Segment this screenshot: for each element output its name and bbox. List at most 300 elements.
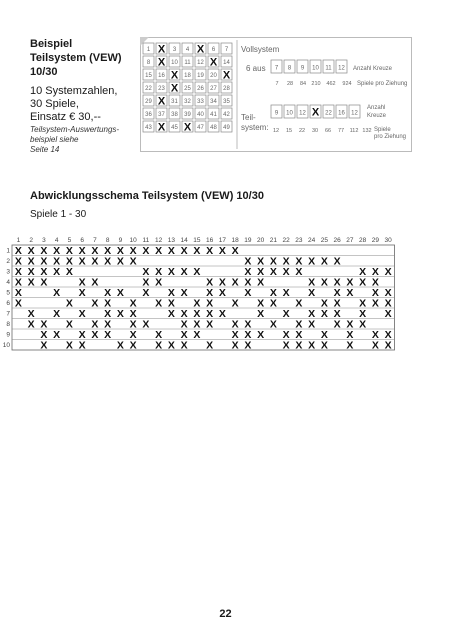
cross-mark: X <box>167 245 175 257</box>
cross-mark: X <box>193 266 201 278</box>
cross-mark: X <box>244 339 252 352</box>
cross-mark: X <box>384 308 392 320</box>
cross-mark: X <box>167 266 175 278</box>
cross-mark: X <box>320 276 328 289</box>
example-note-line: Teilsystem-Auswertungs- <box>30 125 120 134</box>
row-label: 6 <box>6 300 10 307</box>
column-header: 10 <box>129 237 137 244</box>
teilsystem-label: Teil- <box>241 113 256 122</box>
cross-mark: X <box>155 339 163 352</box>
column-header: 22 <box>282 237 290 244</box>
vollsystem-box-number: 8 <box>287 65 292 72</box>
cross-mark: X <box>104 329 112 341</box>
ticket-number: 19 <box>197 73 204 79</box>
column-header: 14 <box>180 237 188 244</box>
cross-mark: X <box>333 287 341 299</box>
ticket-number: 37 <box>158 112 165 118</box>
teilsystem-box-number: 9 <box>274 110 279 117</box>
ticket-number: 42 <box>223 112 230 118</box>
cross-mark: X <box>40 276 48 289</box>
ticket-number: 43 <box>145 125 152 131</box>
ticket-number: 26 <box>197 86 204 92</box>
cross-mark: X <box>206 308 214 320</box>
ticket-number: 33 <box>197 99 204 105</box>
teilsystem-count: 30 <box>311 128 319 134</box>
example-note <box>30 125 140 155</box>
cross-mark: X <box>14 276 22 289</box>
example-param-line: 30 Spiele, <box>30 98 79 110</box>
teilsystem-count: 15 <box>285 128 293 134</box>
spiele-pro-ziehung-label: Spiele <box>374 127 391 133</box>
cross-mark: X <box>155 276 163 289</box>
ticket-cross-mark: X <box>209 56 218 69</box>
cross-mark: X <box>282 329 290 341</box>
cross-mark: X <box>231 297 239 310</box>
cross-mark: X <box>142 318 150 331</box>
cross-mark: X <box>53 329 61 341</box>
cross-mark: X <box>218 276 226 289</box>
column-header: 15 <box>193 237 201 244</box>
cross-mark: X <box>193 297 201 310</box>
cross-mark: X <box>308 339 316 352</box>
ticket-cross-mark: X <box>170 69 179 82</box>
ticket-number: 27 <box>210 86 217 92</box>
ticket-number: 14 <box>223 60 230 66</box>
ticket-number: 7 <box>224 47 229 53</box>
vollsystem-label: Vollsystem <box>241 45 280 54</box>
ticket-number: 32 <box>184 99 191 105</box>
cross-mark: X <box>78 329 86 341</box>
vollsystem-box-number: 12 <box>338 65 345 72</box>
cross-mark: X <box>333 276 341 289</box>
cross-mark: X <box>40 255 48 268</box>
vollsystem-box-number: 10 <box>312 65 319 72</box>
teilsystem-box-number: 12 <box>299 110 306 117</box>
example-parameters <box>30 85 140 124</box>
cross-mark: X <box>116 255 124 268</box>
cross-mark: X <box>384 297 392 310</box>
cross-mark: X <box>346 329 354 341</box>
example-note-line: beispiel siehe <box>30 135 79 144</box>
cross-mark: X <box>359 308 367 320</box>
cross-mark: X <box>269 318 277 331</box>
column-header: 19 <box>244 237 252 244</box>
example-title-line: Teilsystem (VEW) <box>30 52 122 64</box>
cross-mark: X <box>359 318 367 331</box>
cross-mark: X <box>27 318 35 331</box>
cross-mark: X <box>320 297 328 310</box>
column-header: 12 <box>155 237 163 244</box>
cross-mark: X <box>282 287 290 299</box>
aus-label: 6 aus <box>246 64 266 73</box>
column-header: 8 <box>105 237 110 244</box>
cross-mark: X <box>257 276 265 289</box>
cross-mark: X <box>282 308 290 320</box>
ticket-number: 25 <box>184 86 191 92</box>
cross-mark: X <box>320 329 328 341</box>
cross-mark: X <box>269 266 277 278</box>
teilsystem-count: 66 <box>324 128 332 134</box>
teilsystem-label: system: <box>241 123 269 132</box>
anzahl-kreuze-label: Anzahl <box>367 105 386 111</box>
teilsystem-box-number: 16 <box>338 110 345 117</box>
cross-mark: X <box>359 297 367 310</box>
cross-mark: X <box>14 287 22 299</box>
ticket-number: 48 <box>210 125 217 131</box>
teilsystem-count: 112 <box>349 128 359 134</box>
cross-mark: X <box>129 318 137 331</box>
ticket-number: 4 <box>185 47 190 53</box>
cross-mark: X <box>333 255 341 268</box>
cross-mark: X <box>65 266 73 278</box>
cross-mark: X <box>308 255 316 268</box>
cross-mark: X <box>65 245 73 257</box>
teilsystem-box-number: 12 <box>351 110 358 117</box>
ticket-number: 31 <box>171 99 178 105</box>
column-header: 21 <box>269 237 277 244</box>
cross-mark: X <box>384 329 392 341</box>
section-subtitle: Spiele 1 - 30 <box>30 209 87 220</box>
column-header: 2 <box>29 237 33 244</box>
cross-mark: X <box>91 255 99 268</box>
cross-mark: X <box>155 329 163 341</box>
cross-mark: X <box>295 266 303 278</box>
cross-mark: X <box>116 287 124 299</box>
column-header: 16 <box>206 237 214 244</box>
vollsystem-box-number: 11 <box>325 65 332 72</box>
ticket-number: 16 <box>158 73 165 79</box>
spiele-pro-ziehung-label: Spiele pro Ziehung <box>357 81 408 87</box>
cross-mark: X <box>282 255 290 268</box>
cross-mark: X <box>104 287 112 299</box>
row-label: 3 <box>6 268 10 276</box>
spiele-pro-ziehung-label: pro Ziehung <box>374 134 407 140</box>
cross-mark: X <box>27 245 35 257</box>
cross-mark: X <box>167 287 175 299</box>
cross-mark: X <box>269 297 277 310</box>
cross-mark: X <box>308 318 316 331</box>
vollsystem-count: 7 <box>275 81 279 87</box>
ticket-number: 8 <box>146 60 151 66</box>
ticket-number: 49 <box>223 125 230 131</box>
cross-mark: X <box>257 255 265 268</box>
ticket-number: 3 <box>172 47 177 53</box>
ticket-cross-mark: X <box>157 95 166 108</box>
ticket-cross-mark: X <box>183 121 192 134</box>
cross-mark: X <box>346 287 354 299</box>
column-header: 3 <box>42 237 46 244</box>
column-header: 1 <box>16 237 21 244</box>
ticket-cross-mark: X <box>157 56 166 69</box>
ticket-cross-mark: X <box>170 82 179 95</box>
cross-mark: X <box>40 329 48 341</box>
ticket-number: 36 <box>145 112 152 118</box>
cross-mark: X <box>295 339 303 352</box>
ticket-number: 18 <box>184 73 191 79</box>
cross-mark: X <box>384 339 392 352</box>
cross-mark: X <box>155 266 163 278</box>
cross-mark: X <box>180 318 188 331</box>
vollsystem-count: 924 <box>342 81 352 87</box>
cross-mark: X <box>104 318 112 331</box>
teilsystem-count: 132 <box>362 128 372 134</box>
example-note-line: Seite 14 <box>30 145 60 154</box>
cross-mark: X <box>116 339 124 352</box>
ticket-number: 15 <box>145 73 152 79</box>
cross-mark: X <box>282 266 290 278</box>
cross-mark: X <box>384 266 392 278</box>
column-header: 13 <box>167 237 175 244</box>
cross-mark: X <box>180 287 188 299</box>
cross-mark: X <box>104 255 112 268</box>
cross-mark: X <box>155 297 163 310</box>
row-label: 9 <box>6 331 10 339</box>
cross-mark: X <box>180 266 188 278</box>
cross-mark: X <box>78 287 86 299</box>
cross-mark: X <box>244 266 252 278</box>
ticket-number: 41 <box>210 112 217 118</box>
teilsystem-box-number: 22 <box>325 110 332 117</box>
cross-mark: X <box>282 339 290 352</box>
cross-mark: X <box>78 255 86 268</box>
cross-mark: X <box>193 308 201 320</box>
cross-mark: X <box>333 308 341 320</box>
cross-mark: X <box>167 339 175 352</box>
cross-mark: X <box>65 339 73 352</box>
example-param-line: Einsatz € 30,-- <box>30 111 101 123</box>
column-header: 20 <box>257 237 265 244</box>
cross-mark: X <box>129 308 137 320</box>
cross-mark: X <box>14 245 22 257</box>
cross-mark: X <box>91 297 99 310</box>
cross-mark: X <box>244 329 252 341</box>
cross-mark: X <box>206 276 214 289</box>
cross-mark: X <box>384 287 392 299</box>
cross-mark: X <box>244 276 252 289</box>
cross-mark: X <box>180 329 188 341</box>
cross-mark: X <box>40 245 48 257</box>
cross-mark: X <box>346 339 354 352</box>
row-label: 7 <box>6 310 10 318</box>
row-label: 10 <box>2 342 10 349</box>
vollsystem-box-number: 9 <box>300 65 305 72</box>
cross-mark: X <box>40 266 48 278</box>
cross-mark: X <box>53 287 61 299</box>
cross-mark: X <box>53 245 61 257</box>
cross-mark: X <box>295 297 303 310</box>
ticket-number: 6 <box>211 47 216 53</box>
cross-mark: X <box>104 308 112 320</box>
cross-mark: X <box>53 308 61 320</box>
ticket-number: 39 <box>184 112 191 118</box>
cross-mark: X <box>371 339 379 352</box>
cross-mark: X <box>129 329 137 341</box>
page-number: 22 <box>219 608 232 620</box>
cross-mark: X <box>180 339 188 352</box>
cross-mark: X <box>142 266 150 278</box>
teilsystem-count: 77 <box>337 128 345 134</box>
cross-mark: X <box>27 266 35 278</box>
cross-mark: X <box>142 245 150 257</box>
vollsystem-count: 210 <box>311 81 321 87</box>
cross-mark: X <box>295 329 303 341</box>
ticket-number: 1 <box>146 47 151 53</box>
ticket-number: 45 <box>171 125 178 131</box>
cross-mark: X <box>180 245 188 257</box>
cross-mark: X <box>167 308 175 320</box>
cross-mark: X <box>244 255 252 268</box>
cross-mark: X <box>206 318 214 331</box>
vollsystem-box-number: 7 <box>274 65 279 72</box>
cross-mark: X <box>295 318 303 331</box>
cross-mark: X <box>167 297 175 310</box>
ticket-number: 47 <box>197 125 204 131</box>
ticket-number: 40 <box>197 112 204 118</box>
cross-mark: X <box>14 255 22 268</box>
ticket-number: 12 <box>197 60 204 66</box>
cross-mark: X <box>257 308 265 320</box>
ticket-cross-mark: X <box>196 43 205 56</box>
cross-mark: X <box>346 276 354 289</box>
teilsystem-box-number: 10 <box>286 110 293 117</box>
cross-mark: X <box>206 297 214 310</box>
cross-mark: X <box>333 318 341 331</box>
column-header: 30 <box>384 237 392 244</box>
ticket-number: 35 <box>223 99 230 105</box>
cross-mark: X <box>257 329 265 341</box>
cross-mark: X <box>206 245 214 257</box>
cross-mark: X <box>308 287 316 299</box>
cross-mark: X <box>371 276 379 289</box>
cross-mark: X <box>27 308 35 320</box>
cross-mark: X <box>180 308 188 320</box>
column-header: 11 <box>142 237 150 244</box>
example-title-line: Beispiel <box>30 38 73 50</box>
ticket-cross-mark: X <box>157 121 166 134</box>
cross-mark: X <box>116 308 124 320</box>
lotto-ticket-illustration <box>140 37 412 152</box>
column-header: 17 <box>218 237 226 244</box>
column-header: 18 <box>231 237 239 244</box>
column-header: 5 <box>67 237 72 244</box>
ticket-number: 38 <box>171 112 178 118</box>
cross-mark: X <box>65 318 73 331</box>
cross-mark: X <box>78 339 86 352</box>
cross-mark: X <box>193 245 201 257</box>
cross-mark: X <box>40 318 48 331</box>
cross-mark: X <box>14 266 22 278</box>
cross-mark: X <box>27 255 35 268</box>
ticket-number: 23 <box>158 86 165 92</box>
cross-mark: X <box>206 287 214 299</box>
cross-mark: X <box>129 255 137 268</box>
vollsystem-count: 84 <box>299 81 307 87</box>
cross-mark: X <box>104 245 112 257</box>
cross-mark: X <box>308 308 316 320</box>
cross-mark: X <box>65 255 73 268</box>
ticket-number: 34 <box>210 99 217 105</box>
ticket-cross-mark: X <box>222 69 231 82</box>
cross-mark: X <box>308 276 316 289</box>
teilsystem-count: 12 <box>272 128 280 134</box>
ticket-number: 29 <box>145 99 152 105</box>
row-label: 1 <box>6 247 10 255</box>
column-header: 29 <box>371 237 379 244</box>
cross-mark: X <box>320 255 328 268</box>
example-param-line: 10 Systemzahlen, <box>30 85 118 97</box>
cross-mark: X <box>142 287 150 299</box>
ticket-number: 11 <box>184 60 191 66</box>
cross-mark: X <box>244 287 252 299</box>
cross-mark: X <box>269 287 277 299</box>
cross-mark: X <box>244 318 252 331</box>
column-header: 27 <box>346 237 354 244</box>
cross-mark: X <box>91 318 99 331</box>
cross-mark: X <box>257 297 265 310</box>
example-heading <box>30 37 140 79</box>
ticket-cross-mark: X <box>157 43 166 56</box>
cross-mark: X <box>53 255 61 268</box>
cross-mark: X <box>14 297 22 310</box>
column-header: 25 <box>320 237 328 244</box>
cross-mark: X <box>359 276 367 289</box>
cross-mark: X <box>155 245 163 257</box>
column-header: 28 <box>359 237 367 244</box>
column-header: 9 <box>118 237 123 244</box>
cross-mark: X <box>231 339 239 352</box>
column-header: 24 <box>308 237 316 244</box>
cross-mark: X <box>91 245 99 257</box>
cross-mark: X <box>371 297 379 310</box>
row-label: 5 <box>6 289 10 297</box>
cross-mark: X <box>320 339 328 352</box>
cross-mark: X <box>104 297 112 310</box>
cross-mark: X <box>53 266 61 278</box>
cross-mark: X <box>320 308 328 320</box>
cross-mark: X <box>78 308 86 320</box>
cross-mark: X <box>295 255 303 268</box>
ticket-number: 28 <box>223 86 230 92</box>
column-header: 6 <box>80 237 84 244</box>
cross-mark: X <box>206 339 214 352</box>
column-header: 4 <box>54 237 59 244</box>
column-header: 7 <box>93 237 97 244</box>
cross-mark: X <box>231 329 239 341</box>
cross-mark: X <box>193 329 201 341</box>
cross-mark: X <box>231 318 239 331</box>
row-label: 4 <box>6 279 10 286</box>
teilsystem-cross-mark: X <box>311 106 320 119</box>
vollsystem-count: 28 <box>286 81 294 87</box>
cross-mark: X <box>116 245 124 257</box>
cross-mark: X <box>218 245 226 257</box>
cross-mark: X <box>91 329 99 341</box>
cross-mark: X <box>231 245 239 257</box>
cross-mark: X <box>333 297 341 310</box>
cross-mark: X <box>371 329 379 341</box>
anzahl-kreuze-label: Kreuze <box>367 113 387 119</box>
ticket-number: 10 <box>171 60 178 66</box>
column-header: 26 <box>333 237 341 244</box>
column-header: 23 <box>295 237 303 244</box>
cross-mark: X <box>65 297 73 310</box>
row-label: 2 <box>6 258 10 265</box>
cross-mark: X <box>193 318 201 331</box>
cross-mark: X <box>218 287 226 299</box>
cross-mark: X <box>129 339 137 352</box>
ticket-number: 20 <box>210 73 217 79</box>
vollsystem-count: 462 <box>326 81 336 87</box>
